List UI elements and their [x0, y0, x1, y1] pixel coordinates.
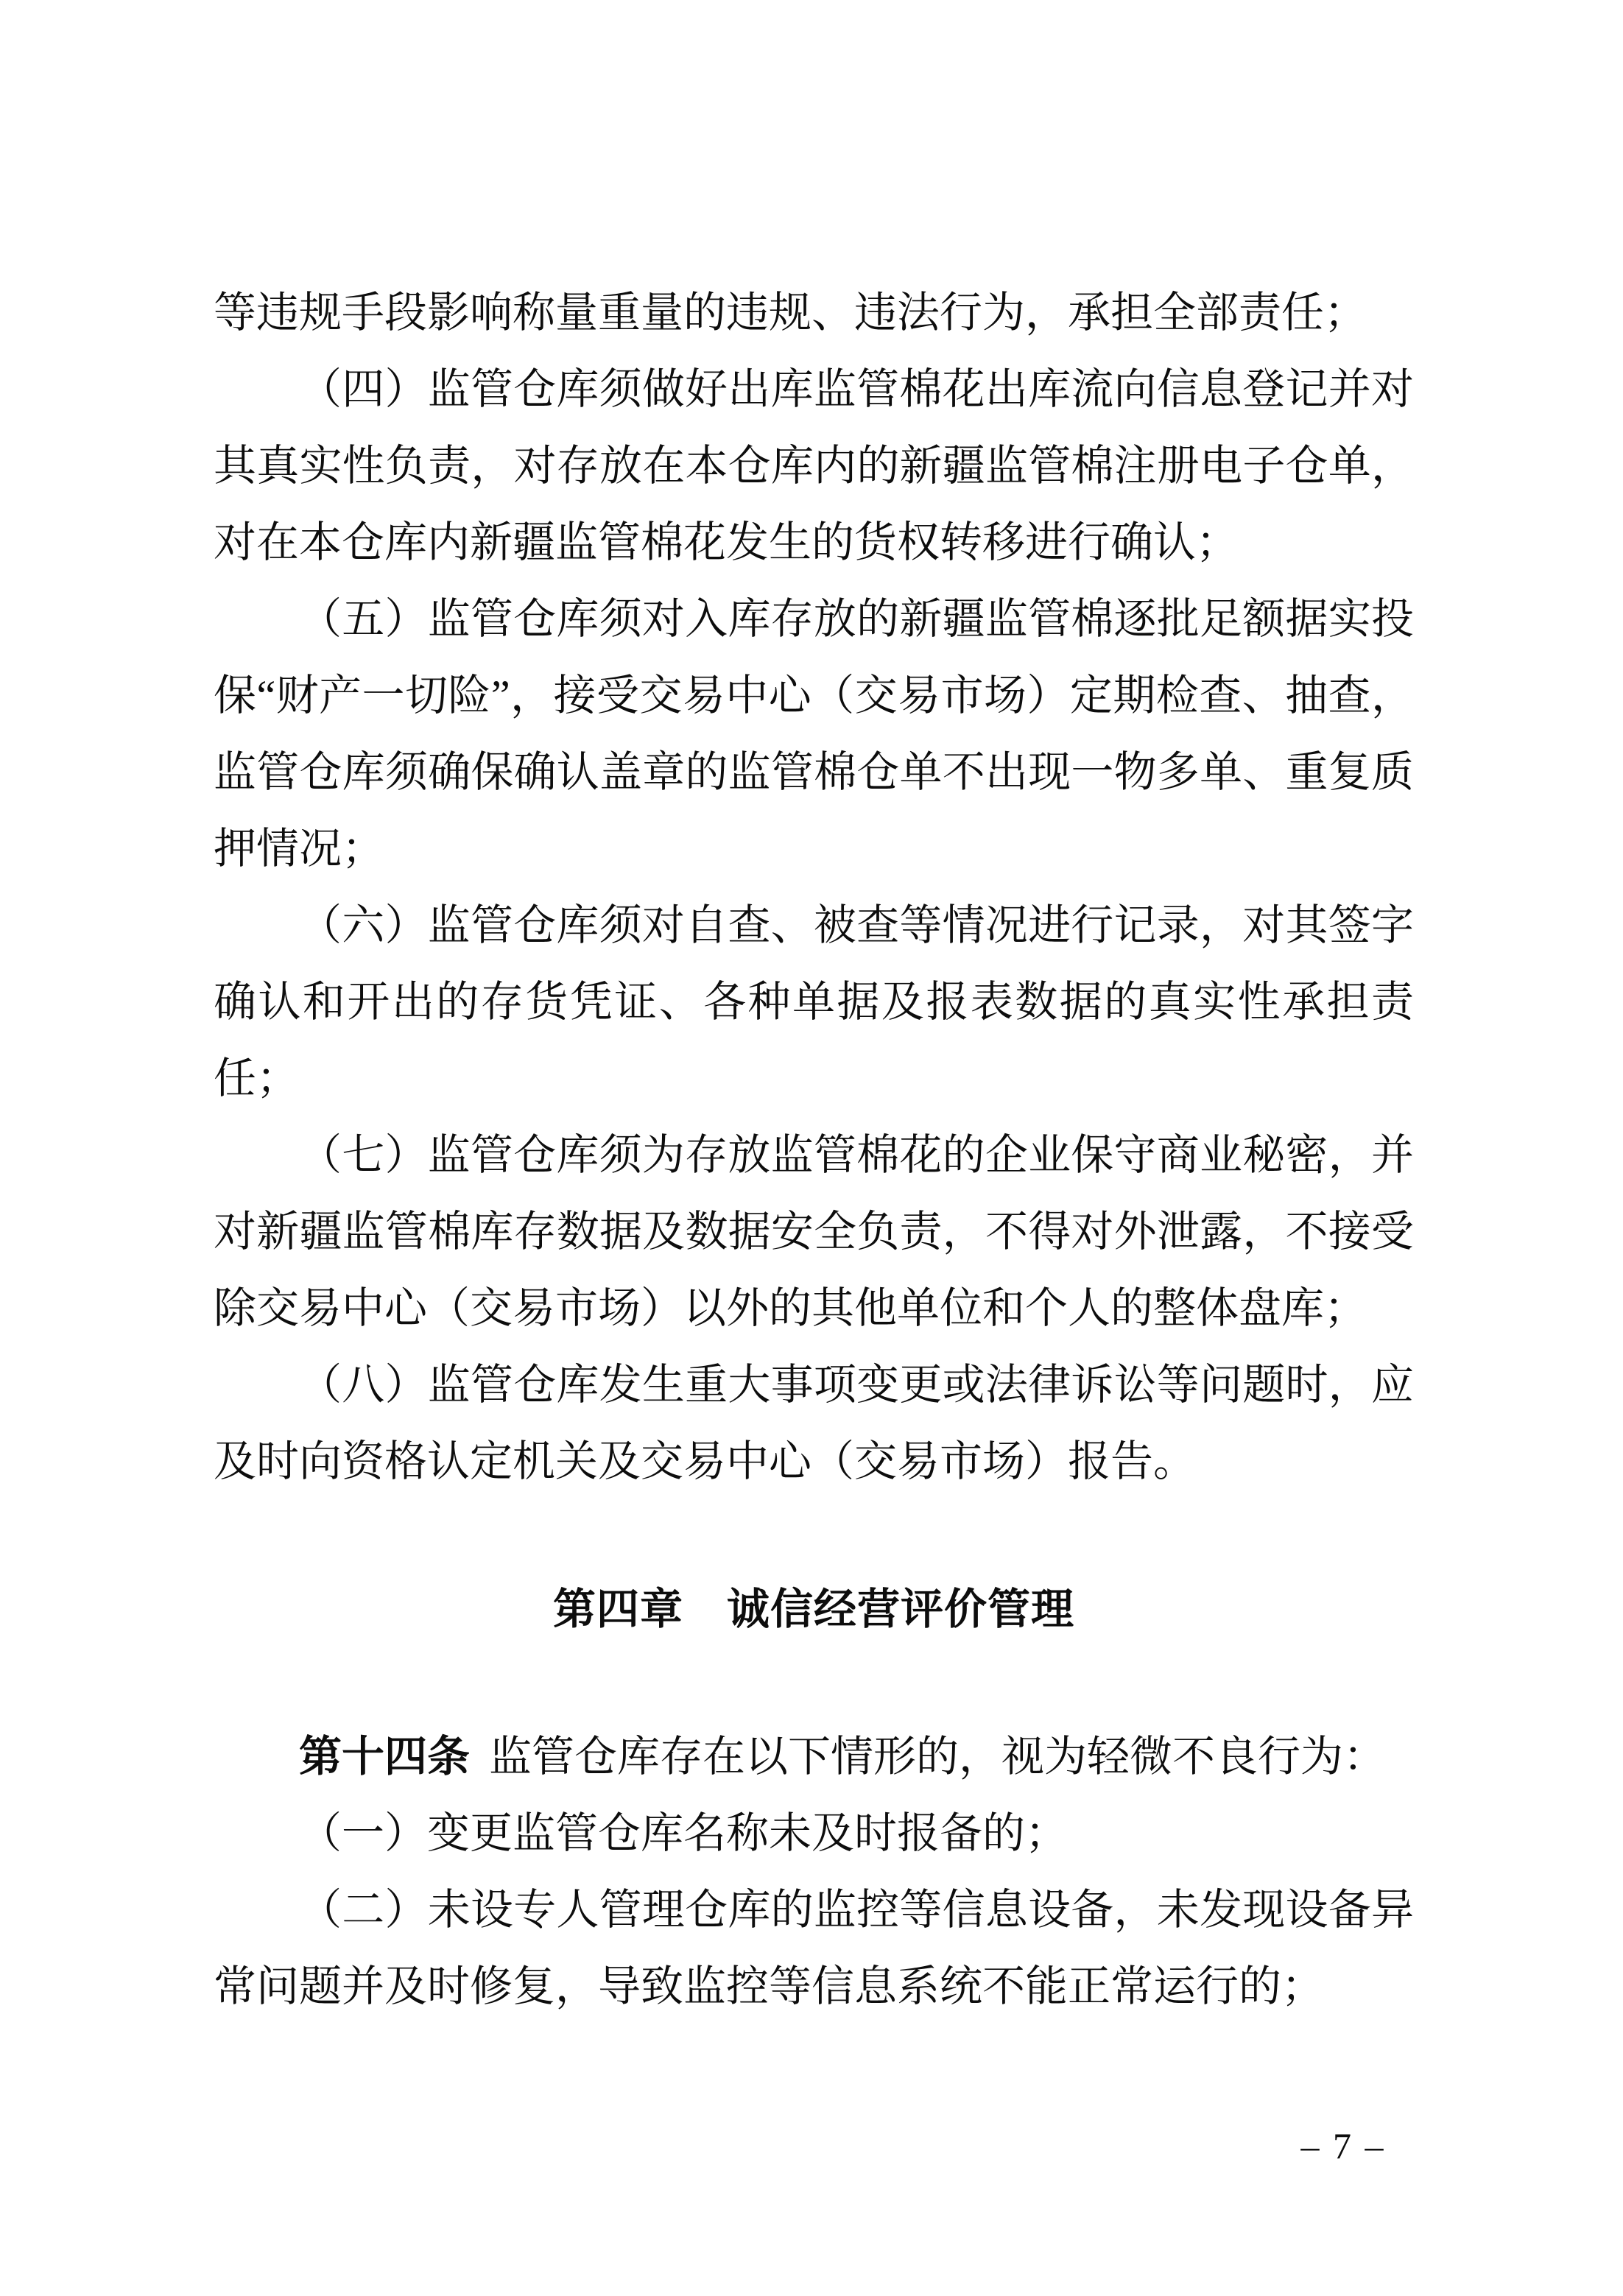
- text-line: （五）监管仓库须对入库存放的新疆监管棉逐批足额据实投: [299, 595, 1414, 643]
- page-number: – 7 –: [1300, 2125, 1386, 2166]
- text-line: 除交易中心（交易市场）以外的其他单位和个人的整体盘库；: [214, 1284, 1367, 1332]
- chapter-heading: 第四章 诚信经营评价管理: [552, 1585, 1074, 1633]
- text-line: 保“财产一切险”，接受交易中心（交易市场）定期检查、抽查，: [214, 672, 1414, 719]
- text-line: 押情况；: [214, 825, 385, 873]
- text-line: 其真实性负责，对存放在本仓库内的新疆监管棉注册电子仓单，: [214, 442, 1414, 490]
- text-line: 常问题并及时修复，导致监控等信息系统不能正常运行的；: [214, 1962, 1325, 2010]
- article-text: 监管仓库存在以下情形的，视为轻微不良行为：: [489, 1733, 1387, 1781]
- text-line: 监管仓库须确保确认盖章的监管棉仓单不出现一物多单、重复质: [214, 748, 1414, 796]
- text-line: 确认和开出的存货凭证、各种单据及报表数据的真实性承担责: [214, 978, 1414, 1026]
- text-line: 等违规手段影响称量重量的违规、违法行为，承担全部责任；: [214, 289, 1367, 337]
- text-line: （二）未设专人管理仓库的监控等信息设备，未发现设备异: [299, 1886, 1414, 1934]
- text-line: （一）变更监管仓库名称未及时报备的；: [299, 1809, 1068, 1857]
- text-line: （四）监管仓库须做好出库监管棉花出库流向信息登记并对: [299, 365, 1414, 413]
- text-line: 及时向资格认定机关及交易中心（交易市场）报告。: [214, 1437, 1197, 1485]
- article-number: 第十四条: [299, 1733, 471, 1781]
- body-lines-top: [214, 275, 1414, 1500]
- article-line: [214, 1719, 1414, 1795]
- text-line: （八）监管仓库发生重大事项变更或法律诉讼等问题时，应: [299, 1361, 1414, 1409]
- text-line: 对新疆监管棉库存数据及数据安全负责，不得对外泄露，不接受: [214, 1208, 1414, 1256]
- text-line: （六）监管仓库须对自查、被查等情况进行记录，对其签字: [299, 901, 1414, 949]
- body-lines-bottom: [214, 1795, 1414, 2025]
- text-line: 对在本仓库内新疆监管棉花发生的货权转移进行确认；: [214, 518, 1239, 566]
- text-block: [214, 275, 1414, 2025]
- text-line: 任；: [214, 1054, 300, 1102]
- text-line: （七）监管仓库须为存放监管棉花的企业保守商业秘密，并: [299, 1131, 1414, 1179]
